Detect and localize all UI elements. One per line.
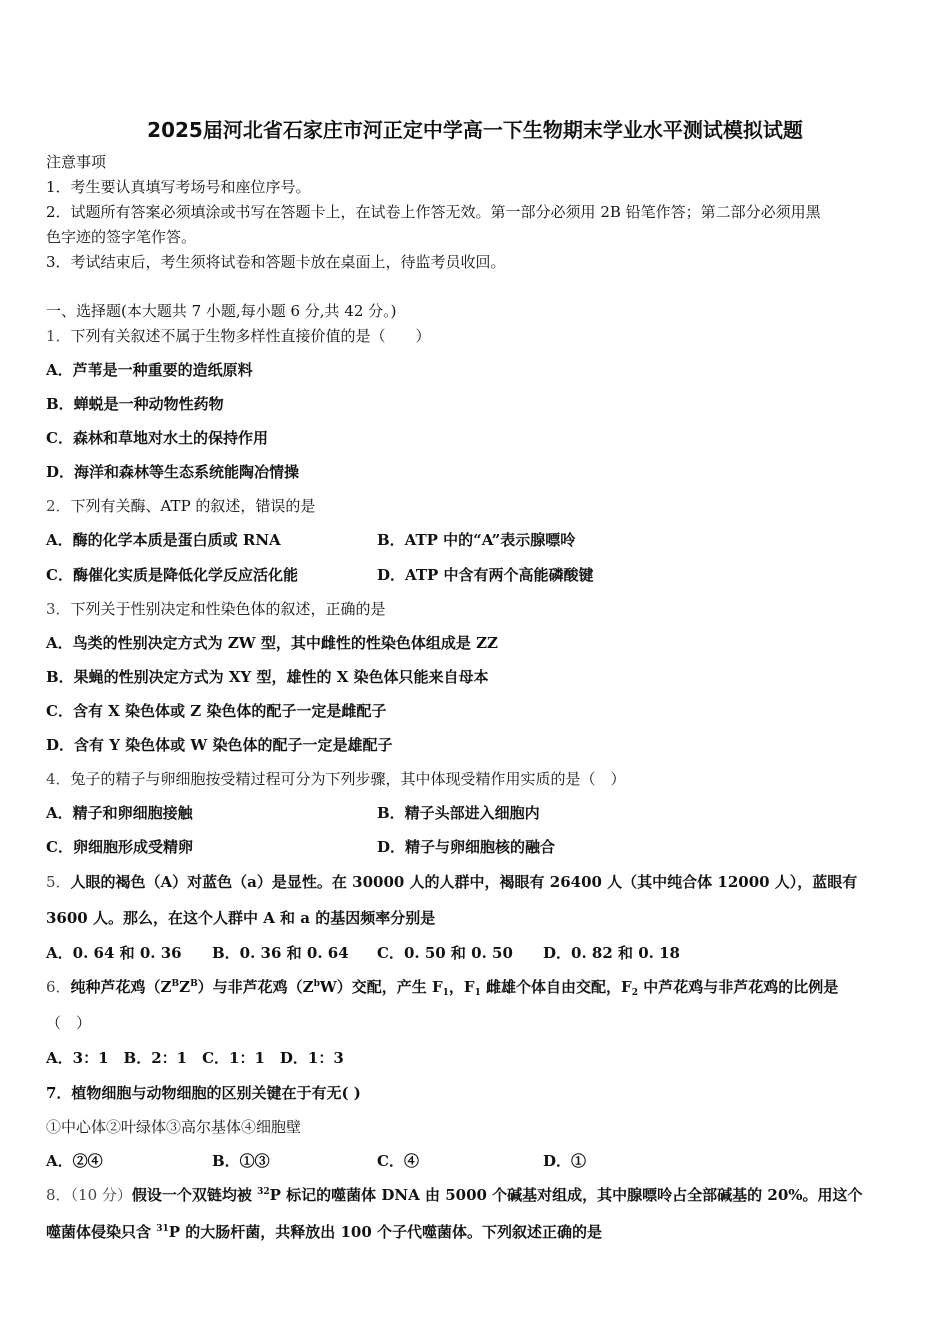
question-2 bbox=[46, 496, 315, 516]
notice-item-2: 2．试题所有答案必须填涂或书写在答题卡上，在试卷上作答无效。第一部分必须用 2B 铅笔作答；第二部分必须用黑 bbox=[46, 203, 821, 221]
q6-text: W）交配，产生 F bbox=[319, 978, 443, 996]
question-5-cont: 3600 人。那么，在这个人群中 A 和 a 的基因频率分别是 bbox=[46, 909, 436, 927]
q8-text: 假设一个双链均被 bbox=[131, 1186, 258, 1204]
q4-option-c: C．卵细胞形成受精卵 bbox=[46, 838, 193, 856]
q6-text: 纯种芦花鸡（Z bbox=[70, 978, 172, 996]
q3-option-b: B．果蝇的性别决定方式为 XY 型，雄性的 X 染色体只能来自母本 bbox=[46, 668, 489, 686]
q8-sup: 31 bbox=[156, 1224, 169, 1234]
question-4 bbox=[46, 769, 626, 789]
q5-option-b: B．0. 36 和 0. 64 bbox=[212, 944, 349, 962]
q2-option-c: C．酶催化实质是降低化学反应活化能 bbox=[46, 566, 298, 584]
q5-option-d: D．0. 82 和 0. 18 bbox=[543, 944, 680, 962]
question-6-paren: （ ） bbox=[46, 1014, 92, 1032]
question-number: 5． bbox=[46, 873, 71, 891]
q6-text: Z bbox=[179, 978, 191, 996]
question-stem: 人眼的褐色（A）对蓝色（a）是显性。在 30000 人的人群中，褐眼有 26400 人（其中纯合体 12000 人），蓝眼有 bbox=[70, 873, 858, 891]
q7-option-b: B．①③ bbox=[212, 1152, 270, 1170]
q2-option-a: A．酶的化学本质是蛋白质或 RNA bbox=[46, 531, 281, 549]
q8-text: P 的大肠杆菌，共释放出 100 个子代噬菌体。下列叙述正确的是 bbox=[168, 1223, 603, 1241]
q4-option-b: B．精子头部进入细胞内 bbox=[377, 804, 540, 822]
section-heading: 一、选择题(本大题共 7 小题,每小题 6 分,共 42 分。) bbox=[46, 302, 397, 320]
q3-option-d: D．含有 Y 染色体或 W 染色体的配子一定是雄配子 bbox=[46, 736, 393, 754]
notice-heading: 注意事项 bbox=[46, 153, 107, 171]
question-number: 1． bbox=[46, 327, 71, 345]
notice-item-1: 1．考生要认真填写考场号和座位序号。 bbox=[46, 178, 311, 196]
question-number: 4． bbox=[46, 770, 71, 788]
question-number: 8． bbox=[46, 1186, 71, 1204]
question-stem: 下列有关叙述不属于生物多样性直接价值的是（ ） bbox=[70, 327, 431, 345]
q7-option-a: A．②④ bbox=[46, 1152, 103, 1170]
q1-option-d: D．海洋和森林等生态系统能陶冶情操 bbox=[46, 463, 300, 481]
q7-option-c: C．④ bbox=[377, 1152, 419, 1170]
q6-sub: 1 bbox=[442, 988, 449, 998]
q6-text: ，F bbox=[448, 978, 475, 996]
q3-option-a: A．鸟类的性别决定方式为 ZW 型，其中雌性的性染色体组成是 ZZ bbox=[46, 634, 499, 652]
notice-item-3: 3．考试结束后，考生须将试卷和答题卡放在桌面上，待监考员收回。 bbox=[46, 253, 506, 271]
page-title: 2025届河北省石家庄市河正定中学高一下生物期末学业水平测试模拟试题 bbox=[147, 118, 803, 142]
q4-option-a: A．精子和卵细胞接触 bbox=[46, 804, 193, 822]
q5-option-c: C．0. 50 和 0. 50 bbox=[377, 944, 513, 962]
q8-text: 噬菌体侵染只含 bbox=[46, 1223, 157, 1241]
question-8-cont bbox=[46, 1222, 602, 1242]
question-3 bbox=[46, 599, 386, 619]
q6-sub: 1 bbox=[474, 988, 481, 998]
question-stem: 兔子的精子与卵细胞按受精过程可分为下列步骤，其中体现受精作用实质的是（ ） bbox=[70, 770, 626, 788]
question-number: 2． bbox=[46, 497, 71, 515]
question-number: 6． bbox=[46, 978, 71, 996]
q6-text: 雌雄个体自由交配，F bbox=[480, 978, 632, 996]
q1-option-a: A．芦苇是一种重要的造纸原料 bbox=[46, 361, 253, 379]
q5-option-a: A．0. 64 和 0. 36 bbox=[46, 944, 182, 962]
q6-options: A．3：1 B．2：1 C．1：1 D．1：3 bbox=[46, 1049, 344, 1067]
q6-sup: B bbox=[171, 979, 180, 989]
q6-text: 中芦花鸡与非芦花鸡的比例是 bbox=[637, 978, 839, 996]
q7-option-d: D．① bbox=[543, 1152, 587, 1170]
question-number: 3． bbox=[46, 600, 71, 618]
question-stem: 下列关于性别决定和性染色体的叙述，正确的是 bbox=[70, 600, 386, 618]
q6-text: ）与非芦花鸡（Z bbox=[197, 978, 314, 996]
q8-sup: 32 bbox=[257, 1187, 270, 1197]
q8-text: P 标记的噬菌体 DNA 由 5000 个碱基对组成，其中腺嘌呤占全部碱基的 20%。用这个 bbox=[269, 1186, 863, 1204]
question-6 bbox=[46, 977, 838, 997]
q3-option-c: C．含有 X 染色体或 Z 染色体的配子一定是雌配子 bbox=[46, 702, 387, 720]
q1-option-c: C．森林和草地对水土的保持作用 bbox=[46, 429, 268, 447]
q6-sup: b bbox=[313, 979, 320, 989]
q4-option-d: D．精子与卵细胞核的融合 bbox=[377, 838, 556, 856]
notice-item-2-cont: 色字迹的签字笔作答。 bbox=[46, 228, 197, 246]
question-stem: 下列有关酶、ATP 的叙述，错误的是 bbox=[70, 497, 316, 515]
q6-sup: B bbox=[190, 979, 198, 989]
q2-option-d: D．ATP 中含有两个高能磷酸键 bbox=[377, 566, 594, 584]
q1-option-b: B．蝉蜕是一种动物性药物 bbox=[46, 395, 224, 413]
question-7-items: ①中心体②叶绿体③高尔基体④细胞壁 bbox=[46, 1118, 302, 1136]
question-1 bbox=[46, 326, 431, 346]
question-score: （10 分） bbox=[70, 1186, 132, 1204]
question-8 bbox=[46, 1185, 863, 1205]
question-7: 7．植物细胞与动物细胞的区别关键在于有无( ) bbox=[46, 1084, 361, 1102]
question-5 bbox=[46, 872, 857, 892]
q2-option-b: B．ATP 中的“A”表示腺嘌呤 bbox=[377, 531, 576, 549]
q6-sub: 2 bbox=[631, 988, 638, 998]
